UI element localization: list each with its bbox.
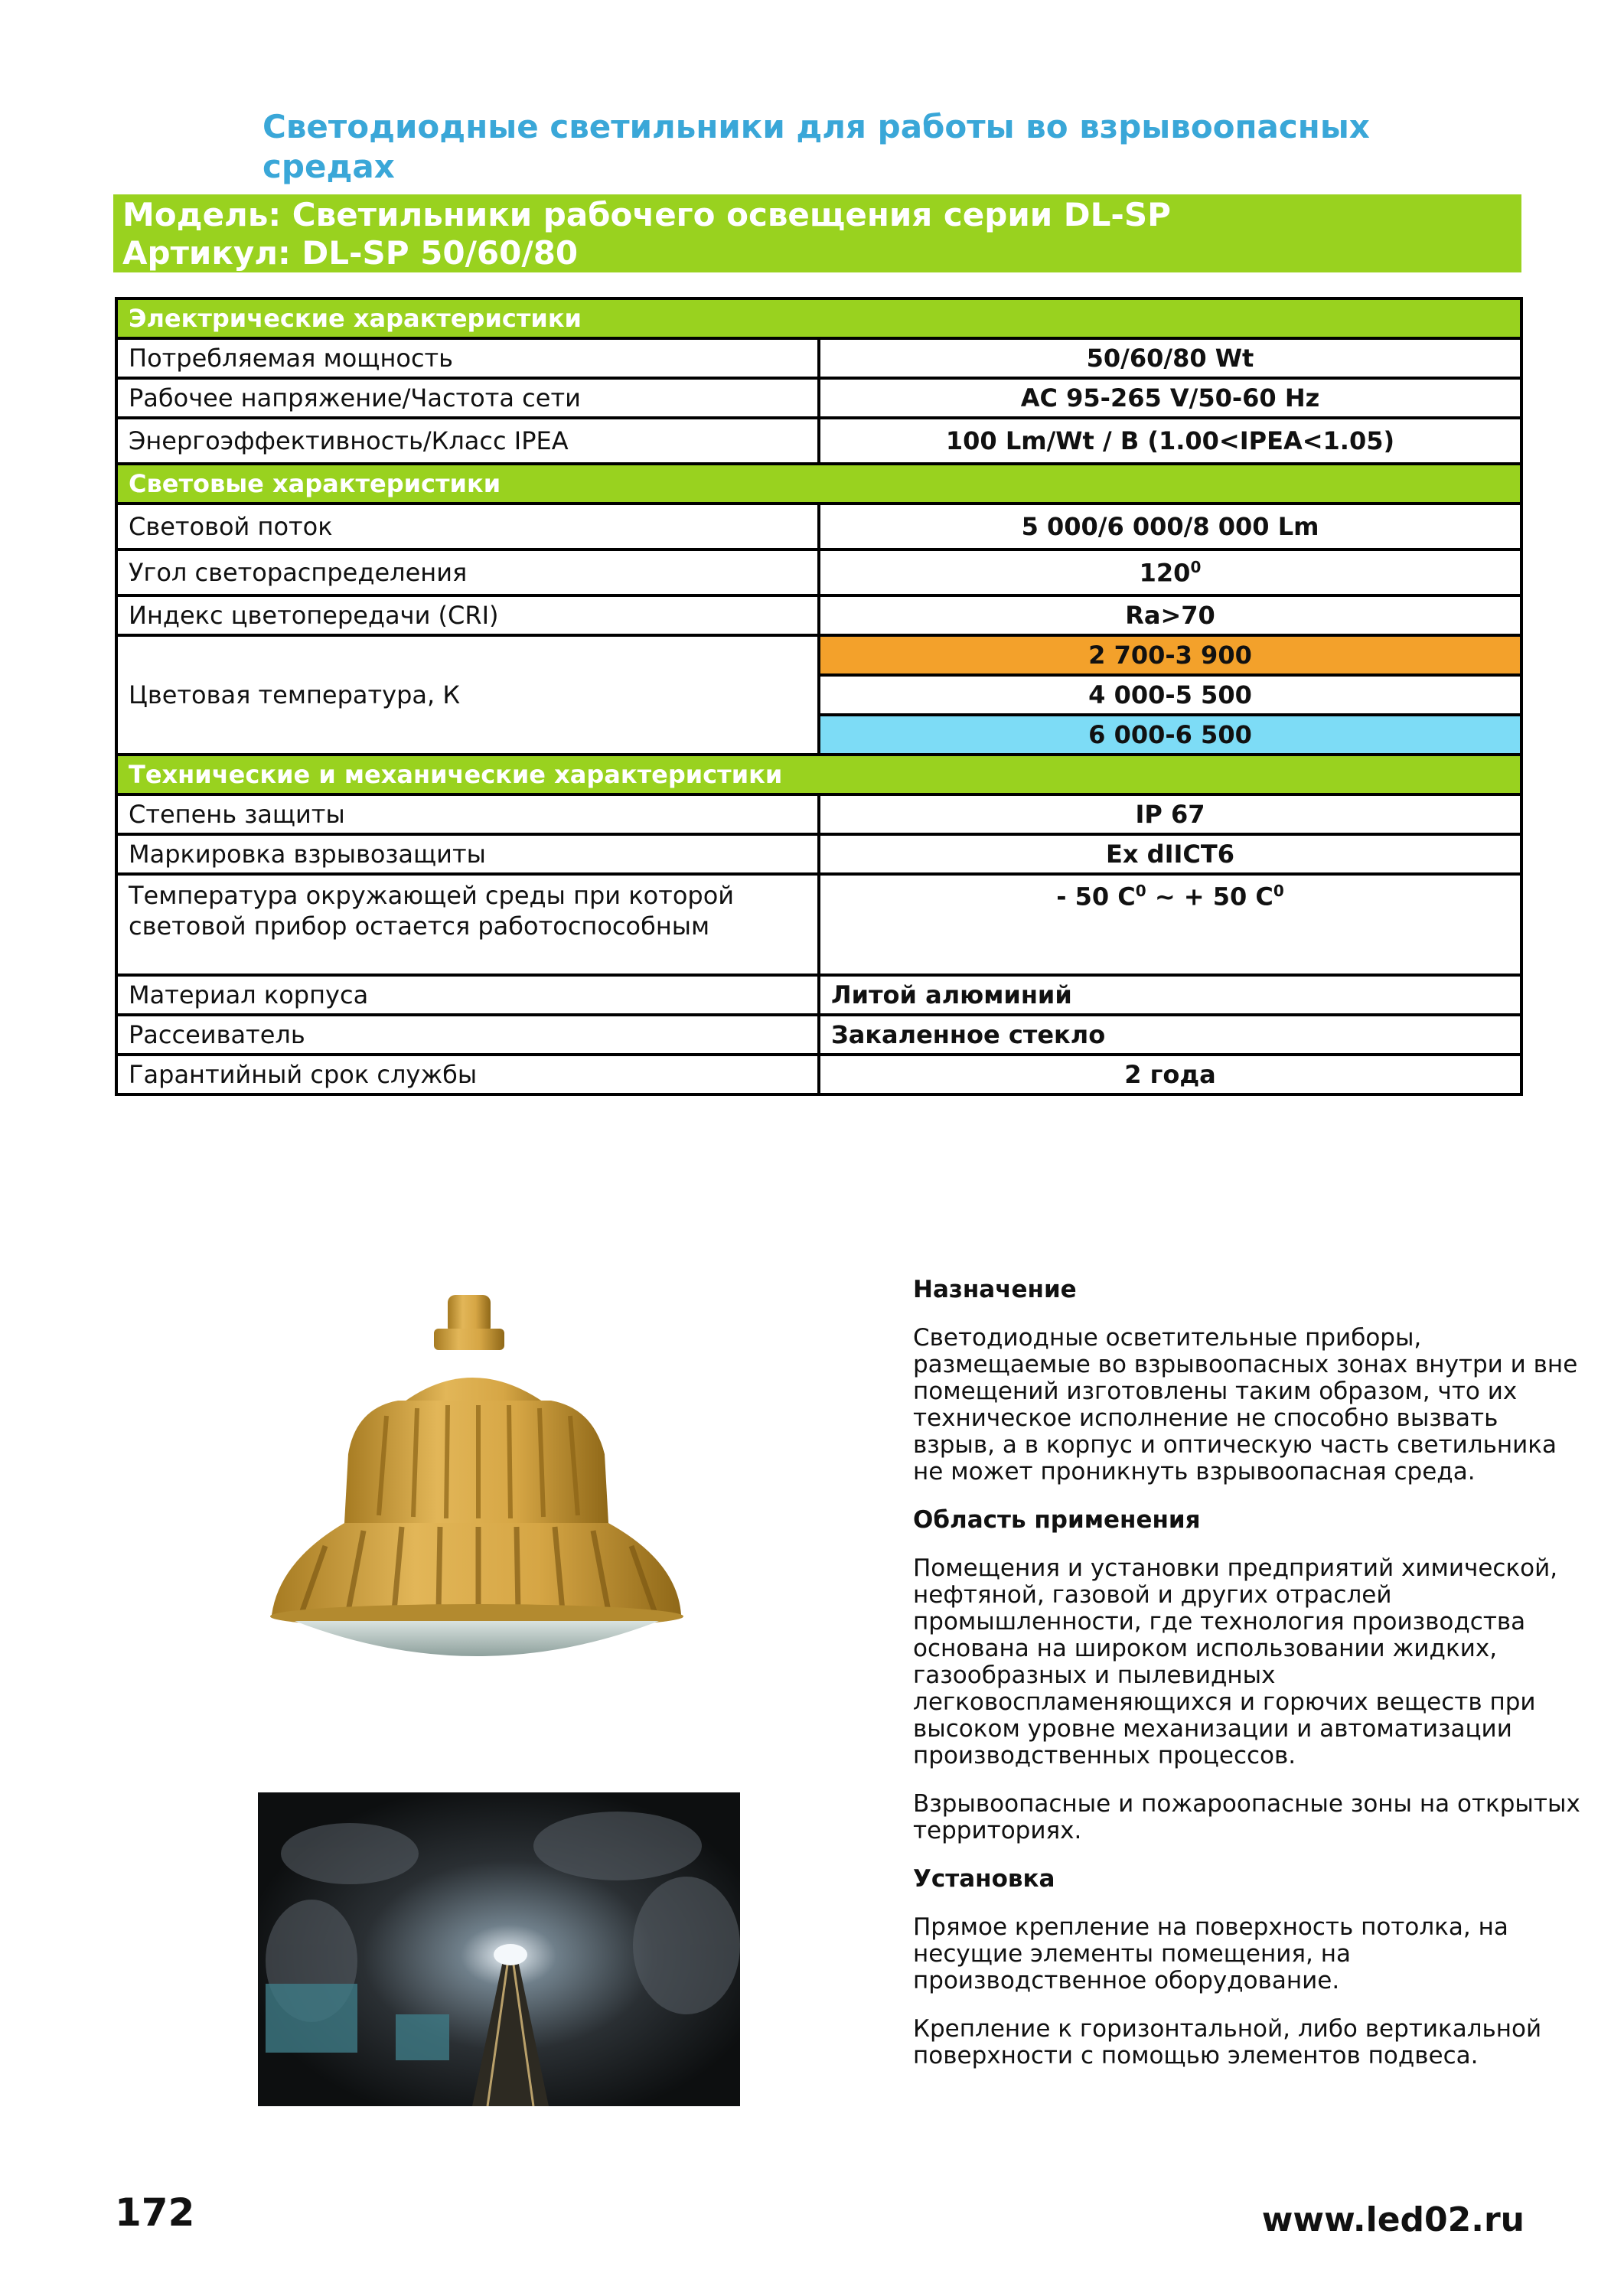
table-row: [116, 834, 1521, 874]
table-row: [116, 418, 1521, 464]
spec-value: Закаленное стекло: [819, 1015, 1521, 1055]
section-electrical: [116, 298, 1521, 338]
section-title: Электрические характеристики: [116, 298, 1521, 338]
install-text: Прямое крепление на поверхность потолка, на несущие элементы помещения, на производственное оборудование.: [913, 1913, 1508, 1994]
purpose-heading: Назначение: [913, 1276, 1077, 1303]
spec-value: Ra>70: [819, 595, 1521, 635]
table-row: [116, 550, 1521, 595]
model-banner: [113, 194, 1521, 272]
spec-value: [819, 550, 1521, 595]
page-heading-line1: Светодиодные светильники для работы во взрывоопасных: [263, 108, 1370, 145]
purpose-text: Светодиодные осветительные приборы, размещаемые во взрывоопасных зонах внутри и вне помещений изготовлены таким образом, что их техническое исполнение не способно вызвать взрыв, а в корпус и оптическую часть светильника не может проникнуть взрывоопасная среда.: [913, 1324, 1578, 1486]
table-row: [116, 1055, 1521, 1094]
spec-label: Материал корпуса: [116, 975, 819, 1015]
spec-value: IP 67: [819, 794, 1521, 834]
spec-value: [819, 874, 1521, 975]
spec-value: 100 Lm/Wt / B (1.00<IPEA<1.05): [819, 418, 1521, 464]
tunnel-photo: [258, 1792, 740, 2106]
spec-label: Гарантийный срок службы: [116, 1055, 819, 1094]
cct-warm-value: 2 700-3 900: [819, 635, 1521, 675]
spec-label: Световой поток: [116, 504, 819, 550]
table-row: [116, 794, 1521, 834]
page-heading-line2: средах: [263, 148, 395, 185]
cct-neutral-value: 4 000-5 500: [819, 675, 1521, 715]
table-row: [116, 975, 1521, 1015]
spec-label: Цветовая температура, К: [116, 635, 819, 755]
spec-label: Угол светораспределения: [116, 550, 819, 595]
install-text-mount: Крепление к горизонтальной, либо вертикальной поверхности с помощью элементов подвеса.: [913, 2015, 1542, 2069]
table-row: [116, 504, 1521, 550]
spec-label: Рассеиватель: [116, 1015, 819, 1055]
application-text: Помещения и установки предприятий химической, нефтяной, газовой и других отраслей промышленности, где технология производства основана на широком использовании жидких, газообразных и пылевидных легковоспламеняющихся и горючих веществ при высоком уровне механизации и автоматизации производственных процессов.: [913, 1554, 1558, 1769]
angle-number: 120: [1139, 558, 1191, 588]
spec-label: Рабочее напряжение/Частота сети: [116, 378, 819, 418]
table-row: [116, 378, 1521, 418]
section-title: Световые характеристики: [116, 464, 1521, 504]
temp-min: - 50 C: [1056, 882, 1136, 912]
cct-cold-value: 6 000-6 500: [819, 715, 1521, 755]
spec-value: 5 000/6 000/8 000 Lm: [819, 504, 1521, 550]
section-tech: [116, 755, 1521, 794]
page-number: 172: [115, 2190, 195, 2235]
page-heading: [263, 107, 1487, 187]
table-row: [116, 338, 1521, 378]
specs-table: [115, 297, 1523, 1096]
spec-value: 2 года: [819, 1055, 1521, 1094]
website-link[interactable]: www.led02.ru: [1261, 2200, 1525, 2239]
spec-label: Индекс цветопередачи (CRI): [116, 595, 819, 635]
section-title: Технические и механические характеристики: [116, 755, 1521, 794]
lamp-product-image: [264, 1293, 693, 1691]
table-row: [116, 874, 1521, 975]
table-row: [116, 595, 1521, 635]
degree-mark: 0: [1190, 557, 1202, 576]
description-block: [913, 1277, 1586, 2091]
spec-label: Степень защиты: [116, 794, 819, 834]
table-row: [116, 1015, 1521, 1055]
degree-mark: 0: [1135, 882, 1146, 900]
spec-value: 50/60/80 Wt: [819, 338, 1521, 378]
temp-max: ~ + 50 C: [1146, 882, 1273, 912]
table-row: [116, 635, 1521, 675]
spec-label: Энергоэффективность/Класс IPEA: [116, 418, 819, 464]
degree-mark: 0: [1273, 882, 1284, 900]
application-text-zones: Взрывоопасные и пожароопасные зоны на открытых территориях.: [913, 1790, 1580, 1844]
spec-value: Литой алюминий: [819, 975, 1521, 1015]
spec-value: Ex dIICT6: [819, 834, 1521, 874]
spec-label: Потребляемая мощность: [116, 338, 819, 378]
model-name: Модель: Светильники рабочего освещения серии DL-SP: [122, 196, 1171, 233]
spec-value: AC 95-265 V/50-60 Hz: [819, 378, 1521, 418]
application-heading: Область применения: [913, 1506, 1201, 1534]
spec-label: Маркировка взрывозащиты: [116, 834, 819, 874]
spec-label: Температура окружающей среды при которой световой прибор остается работоспособным: [116, 874, 819, 975]
section-light: [116, 464, 1521, 504]
model-article: Артикул: DL-SP 50/60/80: [122, 234, 579, 272]
install-heading: Установка: [913, 1865, 1055, 1893]
